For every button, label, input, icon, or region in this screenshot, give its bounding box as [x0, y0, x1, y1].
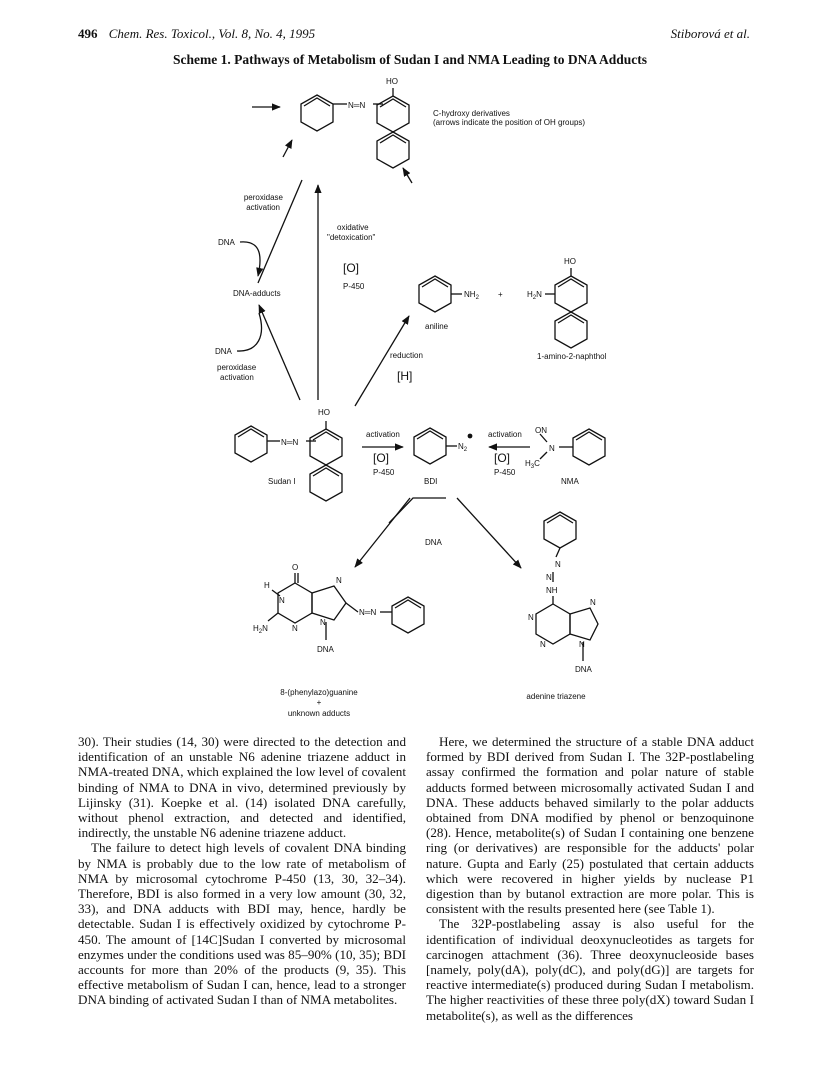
aniline-name: aniline — [425, 322, 449, 331]
dna-label: DNA — [218, 238, 235, 247]
c-hydroxy-note: (arrows indicate the position of OH groups) — [433, 118, 586, 127]
peroxidase-label: peroxidase — [243, 193, 283, 202]
c-hydroxy-title: C-hydroxy derivatives — [433, 109, 510, 118]
oxidant-label: [O] — [494, 451, 511, 465]
bdi-n2-label: $N_2$ — [458, 442, 468, 453]
guanine-adduct-name: 8-(phenylazo)guanine — [280, 688, 358, 697]
p450-label: P-450 — [373, 468, 395, 477]
body-column-right — [426, 734, 754, 1023]
paragraph: The 32P-postlabeling assay is also useful for the identification of individual deoxynucleotides as targets for carcinogen attachment (36). Three deoxynucleoside bases [namely, poly(dA), poly(dC), and poly(dG)] are targets for reactive intermediate(s) produced during Sudan I metabolism. The higher reactivities of these three poly(dX) toward Sudan I metabolite(s), as well as the differences — [426, 916, 754, 1023]
ho-label: HO — [564, 257, 576, 266]
sudan-i-structure — [235, 421, 342, 501]
detoxication-label: "detoxication" — [327, 233, 376, 242]
dna-branch-bracket — [389, 498, 446, 523]
oxidant-label: [O] — [373, 451, 390, 465]
nma-name: NMA — [561, 477, 579, 486]
page-number: 496 — [78, 26, 98, 41]
scheme-caption: Scheme 1. Pathways of Metabolism of Sudan I and NMA Leading to DNA Adducts — [172, 52, 648, 67]
aminonaphthol-name: 1-amino-2-naphthol — [537, 352, 607, 361]
azo-label: N═N — [348, 101, 366, 110]
guanine-n-label: N — [292, 624, 298, 633]
aminonaphthol-h2n-label: $H_2N$ — [527, 290, 542, 301]
azo-label: N═N — [281, 438, 299, 447]
activation-label: activation — [488, 430, 522, 439]
oxidative-label: oxidative — [337, 223, 369, 232]
adenine-n-label: N — [540, 640, 546, 649]
ho-label: HO — [318, 408, 330, 417]
p450-label: P-450 — [494, 468, 516, 477]
naphthalene-ring-b — [377, 132, 409, 168]
guanine-n-label: N — [336, 576, 342, 585]
guanine-n-label: N — [279, 596, 285, 605]
journal-citation: Chem. Res. Toxicol., Vol. 8, No. 4, 1995 — [108, 26, 316, 41]
methyl-label: $H_3C$ — [525, 459, 540, 470]
bdi-structure — [414, 428, 457, 464]
guanine-h2n-label: $H_2N$ — [253, 624, 268, 635]
dna-label: DNA — [425, 538, 442, 547]
paragraph: 30). Their studies (14, 30) were directed to the detection and identification of an unstable N6 adenine triazene adduct in NMA-treated DNA, which explained the low level of covalent binding of NMA to DNA in vivo, determined previously by Lijinsky (31). Koepke et al. (14) isolated DNA carefully, without phenol extraction, and detected and identified, indirectly, the unstable N6 adenine triazene adduct. — [78, 734, 406, 841]
reductant-label: [H] — [397, 369, 413, 383]
nitroso-label: ON — [535, 426, 547, 435]
c-hydroxy-structure — [301, 88, 409, 168]
dna-label: DNA — [575, 665, 592, 674]
adenine-n-label: N — [528, 613, 534, 622]
body-column-left — [78, 734, 406, 1008]
naphthalene-ring-a — [377, 96, 409, 132]
unknown-adducts-label: unknown adducts — [287, 709, 351, 718]
oxidant-label: [O] — [343, 261, 360, 275]
reduction-label: reduction — [390, 351, 423, 360]
aminonaphthol-structure — [545, 268, 587, 348]
triazene-nh-label: NH — [546, 586, 558, 595]
dna-adducts-label: DNA-adducts — [233, 289, 281, 298]
guanine-h-label: H — [264, 581, 270, 590]
radical-dot — [468, 434, 473, 439]
dna-curve-arrow — [240, 242, 260, 276]
dna-curve-arrow — [237, 313, 261, 351]
peroxidase-arrow — [259, 305, 300, 400]
p450-label: P-450 — [343, 282, 365, 291]
running-header-authors: Stiborová et al. — [670, 26, 750, 41]
triazene-n-label: N — [555, 560, 561, 569]
peroxidase-label: peroxidase — [217, 363, 257, 372]
bdi-name: BDI — [424, 477, 438, 486]
oh-position-arrow — [283, 140, 292, 157]
carbonyl-o-label: O — [292, 563, 299, 572]
activation-label: activation — [220, 373, 254, 382]
plus-sign: + — [316, 698, 322, 707]
dna-label: DNA — [215, 347, 232, 356]
activation-label: activation — [246, 203, 280, 212]
plus-sign: + — [498, 290, 503, 299]
scheme-1-figure — [0, 70, 820, 730]
dna-label: DNA — [317, 645, 334, 654]
reduction-arrow — [355, 316, 409, 406]
guanine-n-label: N — [320, 618, 326, 627]
running-header-left — [78, 26, 315, 42]
benzene-ring — [301, 95, 333, 131]
oh-position-arrow — [403, 168, 412, 183]
adenine-n-label: N — [579, 640, 585, 649]
ho-label: HO — [386, 77, 398, 86]
adenine-n-label: N — [590, 598, 596, 607]
aniline-nh2-label: $NH_2$ — [464, 290, 479, 301]
aniline-structure — [419, 276, 462, 312]
triazene-n-label: N — [546, 573, 552, 582]
sudan-i-name: Sudan I — [268, 477, 296, 486]
dna-branch-arrow — [355, 498, 410, 567]
azo-label: N═N — [359, 608, 377, 617]
activation-label: activation — [366, 430, 400, 439]
paragraph: The failure to detect high levels of covalent DNA binding by NMA is probably due to the low rate of metabolism of NMA by microsomal cytochrome P-450 (13, 30, 32–34). Therefore, BDI is also formed in a very low amount (30, 32, 33), and DNA adducts with BDI may, hence, hardly be detectable. Sudan I is effectively oxidized by cytochrome P-450. The amount of [14C]Sudan I converted by microsomal enzymes under the conditions used was 85–90% (10, 35); BDI accounts for more than 20% of the products (9, 35). This effective metabolism of Sudan I can, hence, lead to a stronger DNA binding of activated Sudan I than of NMA metabolites. — [78, 840, 407, 1008]
paragraph: Here, we determined the structure of a stable DNA adduct formed by BDI derived from Sudan I. The 32P-postlabeling assay confirmed the formation and polar nature of stable adducts formed between microsomally activated Sudan I and DNA. These adducts behaved similarly to the polar adducts obtained from DNA modified by phenol or benzoquinone (28). Hence, metabolite(s) of Sudan I containing one benzene ring (or derivatives) are responsible for the adducts' polar nature. Gupta and Early (25) postulated that certain adducts which were recovered in higher yields by nuclease P1 digestion than by butanol extraction are more polar. This is consistent with the results presented here (see Table 1). — [426, 734, 754, 917]
dna-branch-arrow — [457, 498, 521, 568]
adenine-triazene-name: adenine triazene — [526, 692, 586, 701]
nma-n-label: N — [549, 444, 555, 453]
